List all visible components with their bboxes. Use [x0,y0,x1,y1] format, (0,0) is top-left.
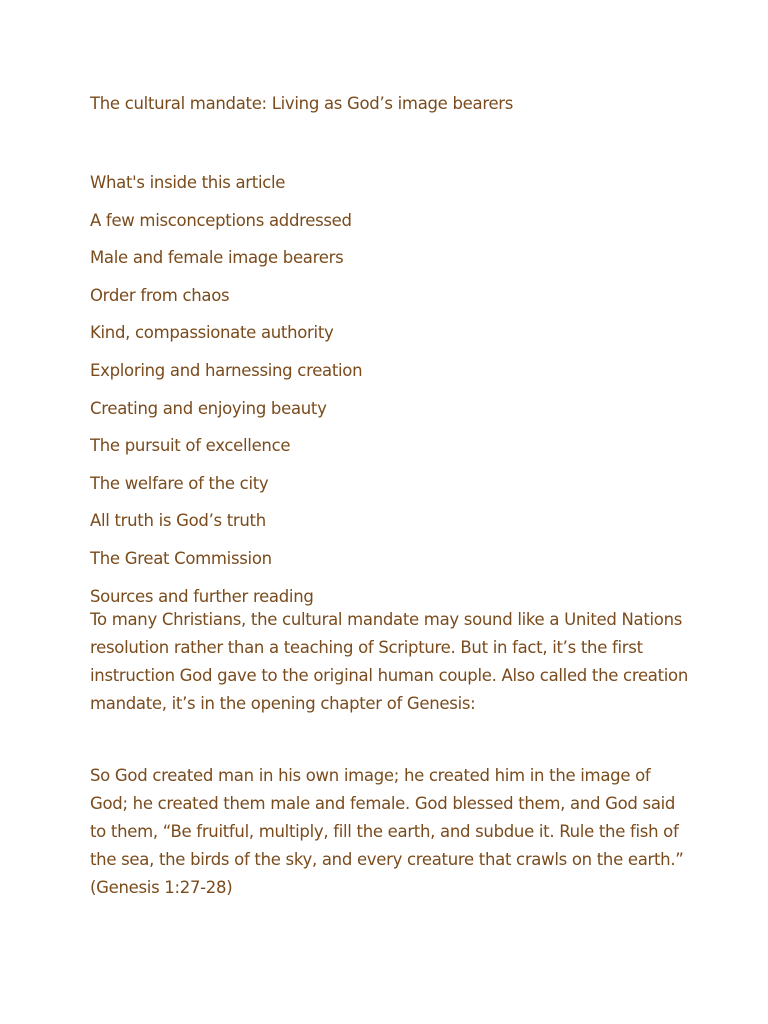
toc-item: The welfare of the city [90,473,269,493]
toc-item: A few misconceptions addressed [90,210,352,230]
intro-paragraph: To many Christians, the cultural mandate may sound like a United Nations resolution rather than a teaching of Scripture. But in fact, it’s the first instruction God gave to the original human couple. Also called the creation mandate, it’s in the opening chapter of Genesis: [90,610,689,714]
page-title: The cultural mandate: Living as God’s image bearers [90,94,514,113]
toc-item: Sources and further reading [90,586,314,606]
toc-item: All truth is God’s truth [90,511,266,531]
toc-item: The Great Commission [90,548,272,568]
toc-item: Exploring and harnessing creation [90,360,363,380]
table-of-contents [90,171,728,609]
toc-item: Male and female image bearers [90,248,344,268]
toc-item: The pursuit of excellence [90,436,291,456]
scripture-quote-paragraph: So God created man in his own image; he created him in the image of God; he created them male and female. God blessed them, and God said to them, “Be fruitful, multiply, fill the earth, and subdue it. Rule the fish of the sea, the birds of the sky, and every creature that crawls on the earth.” (Genesis 1:27-28) [90,766,684,898]
toc-item: What's inside this article [90,173,286,192]
toc-item: Kind, compassionate authority [90,323,334,343]
toc-item: Order from chaos [90,285,230,305]
toc-item: Creating and enjoying beauty [90,398,327,418]
